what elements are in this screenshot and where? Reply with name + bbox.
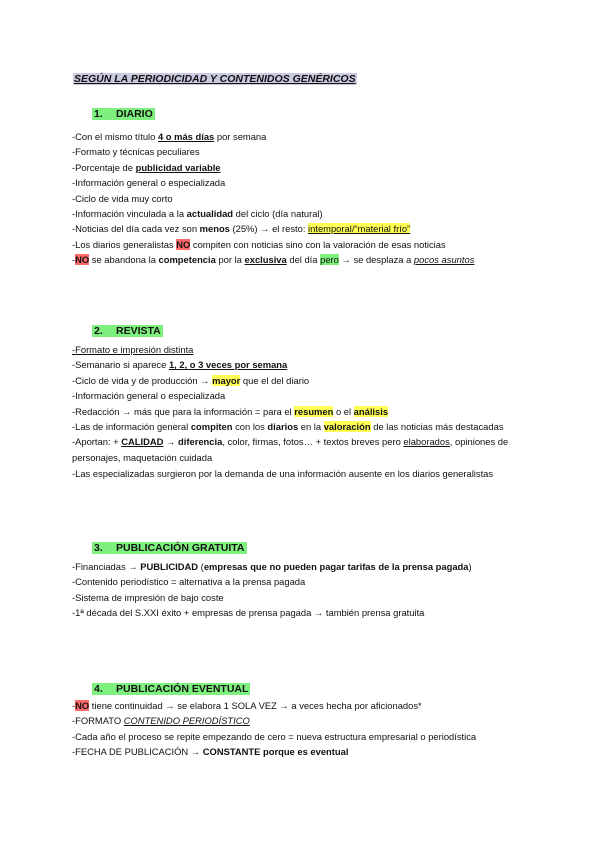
section-heading: 1. DIARIO [94,108,153,120]
section-heading: 3. PUBLICACIÓN GRATUITA [94,542,245,554]
section-publicacion-eventual [72,682,542,760]
list-item: -Porcentaje de publicidad variable [72,161,221,173]
list-item: -Formato y técnicas peculiares [72,146,200,158]
list-item: -Ciclo de vida y de producción → mayor que el del diario [72,374,310,386]
list-item: -Contenido periodístico = alternativa a la prensa pagada [72,576,306,588]
section-publicacion-gratuita [72,541,542,621]
list-item: -Información general o especializada [72,390,226,402]
section-heading: 2. REVISTA [94,325,161,337]
list-item: -NO tiene continuidad → se elabora 1 SOLA VEZ → a veces hecha por aficionados* [72,700,422,711]
section-heading: 4. PUBLICACIÓN EVENTUAL [94,683,249,695]
list-item: -Semanario si aparece 1, 2, o 3 veces por semana [72,359,288,371]
list-item: -Las de información general compiten con los diarios en la valoración de las noticias más destacadas [72,421,504,433]
list-item: -FECHA DE PUBLICACIÓN → CONSTANTE porque es eventual [72,746,349,758]
list-item: -Las especializadas surgieron por la demanda de una información ausente en los diarios generalistas [72,468,494,480]
list-item: -1ª década del S.XXI éxito + empresas de prensa pagada → también prensa gratuita [72,607,425,619]
list-item: -Con el mismo título 4 o más días por semana [72,131,267,142]
list-item: -FORMATO CONTENIDO PERIODÍSTICO [72,715,250,727]
list-item: -Redacción → más que para la información = para el resumen o el análisis [72,405,389,417]
list-item: -Cada año el proceso se repite empezando de cero = nueva estructura empresarial o periodística [72,730,477,742]
list-item: -Formato e impresión distinta [72,344,194,355]
list-item: -NO se abandona la competencia por la exclusiva del día pero → se desplaza a pocos asuntos [72,254,475,266]
list-item: -Información general o especializada [72,177,226,189]
list-item: -Financiadas → PUBLICIDAD (empresas que no pueden pagar tarifas de la prensa pagada) [72,561,472,572]
list-item: -Aportan: + CALIDAD → diferencia, color, firmas, fotos… + textos breves pero elaborados, opiniones de personajes, maquetación cuidada [72,436,509,464]
list-item: -Ciclo de vida muy corto [72,192,173,204]
document-title: SEGÚN LA PERIODICIDAD Y CONTENIDOS GENÉRICOS [74,73,356,85]
section-diario [72,107,542,268]
list-item: -Noticias del día cada vez son menos (25%) → el resto: intemporal/“material frío” [72,223,411,235]
section-revista [72,324,542,481]
list-item: -Sistema de impresión de bajo coste [72,591,224,603]
list-item: -Los diarios generalistas NO compiten con noticias sino con la valoración de esas noticias [72,238,446,250]
list-item: -Información vinculada a la actualidad del ciclo (día natural) [72,208,323,220]
